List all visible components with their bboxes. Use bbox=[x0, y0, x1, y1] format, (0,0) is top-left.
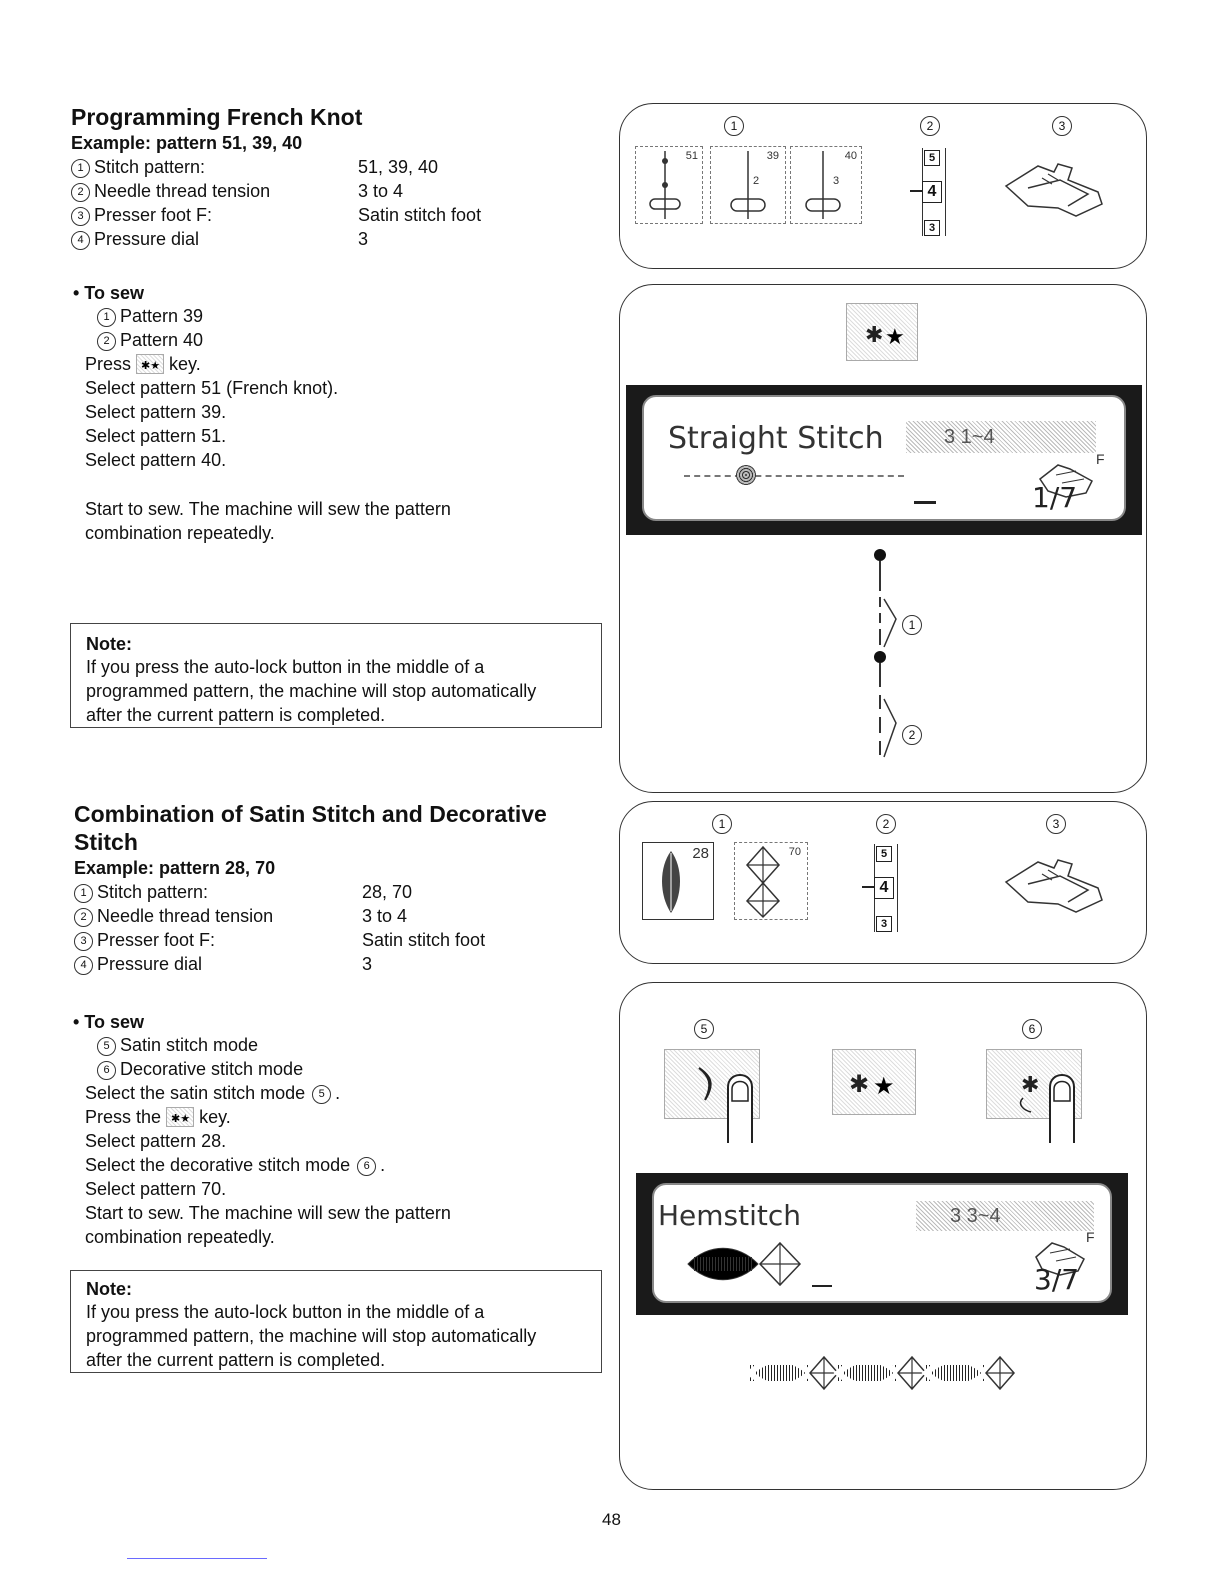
setting-row bbox=[71, 179, 591, 203]
note-line: after the current pattern is completed. bbox=[86, 1350, 386, 1370]
svg-text:★: ★ bbox=[885, 325, 905, 350]
program-key-icon bbox=[847, 304, 917, 360]
setting-value: 3 to 4 bbox=[358, 181, 404, 201]
lcd-foot-letter: F bbox=[1096, 451, 1105, 467]
note-title: Note: bbox=[86, 1279, 132, 1299]
tension-mark-selected: 4 bbox=[874, 877, 894, 899]
legend-item bbox=[97, 304, 203, 328]
setting-row bbox=[74, 904, 594, 928]
setting-row bbox=[74, 952, 594, 976]
step-line: Select pattern 28. bbox=[85, 1131, 227, 1151]
start-line: Start to sew. The machine will sew the pattern bbox=[85, 1203, 451, 1223]
tension-mark: 3 bbox=[924, 220, 940, 236]
svg-text:✱: ✱ bbox=[1021, 1073, 1040, 1098]
to-sew-heading: • To sew bbox=[73, 283, 144, 303]
circled-number: 3 bbox=[74, 932, 93, 951]
setting-row bbox=[71, 155, 591, 179]
title-line: Combination of Satin Stitch and Decorative bbox=[74, 801, 547, 827]
figure-label bbox=[1022, 1019, 1046, 1040]
settings-list bbox=[74, 880, 594, 976]
finger-press-icon bbox=[718, 1061, 768, 1143]
lcd-status-bar: 3 1~4 bbox=[906, 421, 1096, 453]
lcd-status-bar: 3 3~4 bbox=[916, 1201, 1094, 1231]
tension-dial bbox=[854, 844, 900, 932]
setting-label: Stitch pattern: bbox=[94, 157, 206, 177]
title-line: Stitch bbox=[74, 829, 138, 855]
note-title: Note: bbox=[86, 634, 132, 654]
figure-label bbox=[1052, 116, 1076, 137]
finger-press-icon bbox=[1040, 1061, 1090, 1143]
pattern-70-box bbox=[734, 842, 808, 920]
lcd-cursor bbox=[914, 501, 936, 504]
circled-number: 6 bbox=[97, 1061, 116, 1080]
setting-value: Satin stitch foot bbox=[358, 205, 482, 225]
circled-number: 3 bbox=[71, 207, 90, 226]
tension-mark: 3 bbox=[876, 916, 892, 932]
note-box bbox=[70, 1270, 602, 1373]
note-line: programmed pattern, the machine will stop automatically bbox=[86, 681, 537, 701]
circled-number: 1 bbox=[71, 159, 90, 178]
repeated-stitch-result bbox=[746, 1353, 1016, 1393]
setting-label: Needle thread tension bbox=[94, 181, 271, 201]
circled-number: 2 bbox=[902, 725, 922, 745]
circled-number: 2 bbox=[876, 814, 896, 834]
circled-number: 6 bbox=[357, 1157, 376, 1176]
circled-number: 6 bbox=[1022, 1019, 1042, 1039]
figure-label bbox=[712, 814, 736, 835]
figure-label bbox=[694, 1019, 718, 1040]
setting-label: Stitch pattern: bbox=[97, 882, 209, 902]
svg-text:✱: ✱ bbox=[865, 323, 884, 348]
circled-number: 2 bbox=[97, 332, 116, 351]
setting-value: 28, 70 bbox=[362, 882, 413, 902]
step-line: Select pattern 40. bbox=[85, 450, 227, 470]
svg-text:✱: ✱ bbox=[849, 1070, 870, 1098]
figure-panel-sewing-2 bbox=[619, 982, 1147, 1490]
combined-stitch-preview bbox=[684, 1239, 814, 1289]
circled-number: 5 bbox=[97, 1037, 116, 1056]
tension-mark: 5 bbox=[924, 150, 940, 166]
step-line: Select the decorative stitch mode 6 . bbox=[85, 1155, 386, 1175]
step-line: Select pattern 70. bbox=[85, 1179, 227, 1199]
section-title-french-knot: Programming French Knot bbox=[71, 104, 363, 130]
sequence-label bbox=[902, 615, 926, 636]
circled-number: 2 bbox=[71, 183, 90, 202]
tension-mark: 5 bbox=[876, 846, 892, 862]
step-line: Select the satin stitch mode 5 . bbox=[85, 1083, 341, 1103]
lcd-page-counter: 1/7 bbox=[1032, 481, 1078, 514]
circled-number: 1 bbox=[74, 884, 93, 903]
lcd-pattern-name: Straight Stitch bbox=[668, 421, 884, 456]
setting-value: 3 bbox=[358, 229, 369, 249]
start-line: combination repeatedly. bbox=[85, 1227, 275, 1247]
circled-number: 3 bbox=[1052, 116, 1072, 136]
circled-number: 5 bbox=[312, 1085, 331, 1104]
pattern-number: 51 bbox=[685, 150, 698, 162]
sequence-label bbox=[902, 725, 926, 746]
setting-label: Presser foot F: bbox=[97, 930, 216, 950]
step-line: Select pattern 39. bbox=[85, 402, 227, 422]
setting-label: Pressure dial bbox=[97, 954, 203, 974]
to-sew-heading: • To sew bbox=[73, 1012, 144, 1032]
pattern-40-box bbox=[790, 146, 862, 224]
pattern-51-box bbox=[635, 146, 703, 224]
french-knot-stitch-icon bbox=[636, 147, 702, 223]
start-line: Start to sew. The machine will sew the pattern bbox=[85, 499, 451, 519]
step-line: Select pattern 51 (French knot). bbox=[85, 378, 339, 398]
settings-list bbox=[71, 155, 591, 251]
setting-row bbox=[74, 928, 594, 952]
press-text: Press the bbox=[85, 1107, 162, 1127]
lcd-display bbox=[652, 1183, 1112, 1303]
figure-panel-sewing-1 bbox=[619, 284, 1147, 793]
figure-label bbox=[1046, 814, 1070, 835]
sub-mark: 2 bbox=[753, 175, 760, 187]
key-text: key. bbox=[199, 1107, 231, 1127]
pattern-number: 39 bbox=[766, 150, 779, 162]
circled-number: 5 bbox=[694, 1019, 714, 1039]
pattern-number: 28 bbox=[692, 845, 709, 862]
circled-number: 4 bbox=[71, 231, 90, 250]
setting-value: Satin stitch foot bbox=[362, 930, 486, 950]
press-text: Press bbox=[85, 354, 132, 374]
footer-rule bbox=[127, 1558, 267, 1559]
lcd-display bbox=[642, 395, 1126, 521]
sub-mark: 3 bbox=[833, 175, 840, 187]
cursor-knot-icon bbox=[736, 465, 756, 485]
setting-value: 51, 39, 40 bbox=[358, 157, 439, 177]
lcd-page-counter: 3/7 bbox=[1034, 1263, 1080, 1296]
note-box bbox=[70, 623, 602, 728]
figure-panel-settings-2 bbox=[619, 801, 1147, 964]
circled-number: 1 bbox=[724, 116, 744, 136]
legend-text: Pattern 39 bbox=[120, 306, 204, 326]
step-text: Select the decorative stitch mode bbox=[85, 1155, 351, 1175]
legend-text: Pattern 40 bbox=[120, 330, 204, 350]
lcd-cursor bbox=[812, 1285, 832, 1287]
note-line: If you press the auto-lock button in the middle of a bbox=[86, 657, 485, 677]
legend-item bbox=[97, 1033, 258, 1057]
straight-stitch-icon bbox=[791, 147, 861, 223]
step-line: Select pattern 51. bbox=[85, 426, 227, 446]
svg-text:✱★: ✱★ bbox=[141, 359, 161, 372]
setting-row bbox=[74, 880, 594, 904]
note-line: If you press the auto-lock button in the middle of a bbox=[86, 1302, 485, 1322]
setting-label: Pressure dial bbox=[94, 229, 200, 249]
figure-panel-settings-1 bbox=[619, 103, 1147, 269]
program-key-button[interactable] bbox=[832, 1049, 916, 1115]
circled-number: 1 bbox=[97, 308, 116, 327]
pattern-39-box bbox=[710, 146, 786, 224]
lcd-foot-letter: F bbox=[1086, 1229, 1095, 1245]
setting-label: Needle thread tension bbox=[97, 906, 274, 926]
lcd-pattern-name: Hemstitch bbox=[658, 1199, 802, 1232]
program-key-button[interactable] bbox=[846, 303, 918, 361]
pattern-number: 40 bbox=[844, 150, 857, 162]
lcd-screen bbox=[636, 1173, 1128, 1315]
circled-number: 3 bbox=[1046, 814, 1066, 834]
program-key-icon bbox=[833, 1050, 915, 1114]
lcd-screen bbox=[626, 385, 1142, 535]
circled-number: 1 bbox=[902, 615, 922, 635]
svg-text:✱★: ✱★ bbox=[171, 1112, 191, 1125]
circled-number: 4 bbox=[74, 956, 93, 975]
note-line: programmed pattern, the machine will stop automatically bbox=[86, 1326, 537, 1346]
legend-item bbox=[97, 328, 203, 352]
setting-row bbox=[71, 203, 591, 227]
example-label: Example: pattern 51, 39, 40 bbox=[71, 133, 303, 153]
satin-presser-foot-icon bbox=[998, 854, 1108, 920]
step-text: Select the satin stitch mode bbox=[85, 1083, 306, 1103]
setting-value: 3 bbox=[362, 954, 373, 974]
satin-stitch-icon bbox=[643, 843, 713, 919]
key-text: key. bbox=[169, 354, 201, 374]
program-key-icon bbox=[166, 1107, 194, 1127]
tension-dial bbox=[902, 148, 948, 236]
dial-pointer bbox=[862, 886, 874, 888]
pattern-number: 70 bbox=[788, 846, 801, 858]
setting-row bbox=[71, 227, 591, 251]
dial-pointer bbox=[910, 190, 922, 192]
legend-item bbox=[97, 1057, 303, 1081]
page-number: 48 bbox=[602, 1510, 621, 1529]
circled-number: 2 bbox=[74, 908, 93, 927]
straight-stitch-icon bbox=[711, 147, 785, 223]
figure-label bbox=[920, 116, 944, 137]
program-key-icon bbox=[136, 354, 164, 374]
satin-presser-foot-icon bbox=[998, 158, 1108, 224]
press-key-line bbox=[85, 1105, 231, 1129]
figure-label bbox=[876, 814, 900, 835]
example-label: Example: pattern 28, 70 bbox=[74, 858, 276, 878]
svg-text:★: ★ bbox=[873, 1072, 895, 1100]
setting-label: Presser foot F: bbox=[94, 205, 213, 225]
setting-value: 3 to 4 bbox=[362, 906, 408, 926]
legend-text: Decorative stitch mode bbox=[120, 1059, 304, 1079]
circled-number: 2 bbox=[920, 116, 940, 136]
press-key-line bbox=[85, 352, 201, 376]
note-line: after the current pattern is completed. bbox=[86, 705, 386, 725]
stitch-sequence-line bbox=[684, 475, 904, 477]
pattern-28-box bbox=[642, 842, 714, 920]
circled-number: 1 bbox=[712, 814, 732, 834]
figure-label bbox=[724, 116, 748, 137]
tension-mark-selected: 4 bbox=[922, 181, 942, 203]
diamond-stitch-icon bbox=[735, 843, 807, 919]
start-line: combination repeatedly. bbox=[85, 523, 275, 543]
legend-text: Satin stitch mode bbox=[120, 1035, 259, 1055]
section-title-combination bbox=[74, 800, 547, 856]
